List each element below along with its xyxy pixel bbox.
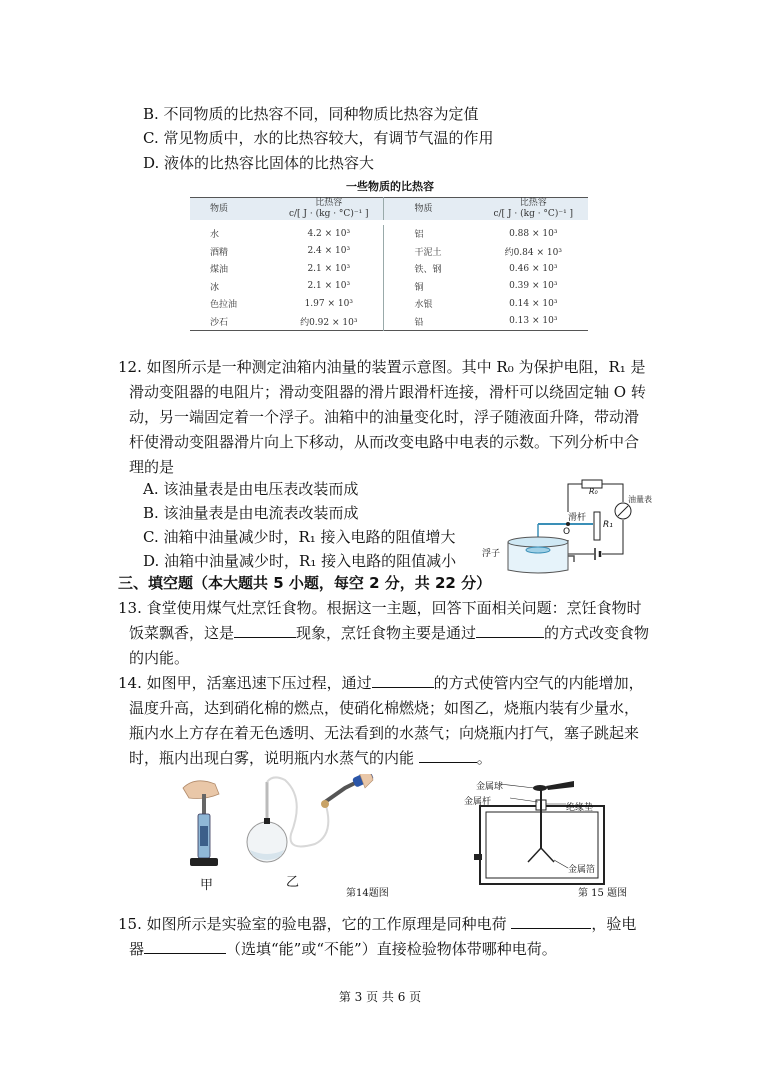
- table-row: [190, 260, 588, 278]
- q14-line1-part2: 的方式使管内空气的内能增加，: [433, 674, 644, 692]
- q15-line2-part1: 器: [129, 940, 145, 958]
- header-substance: 物质: [190, 198, 274, 221]
- label-meter: 油量表: [628, 495, 652, 504]
- table-row: [190, 295, 588, 313]
- specific-heat-table: [190, 197, 588, 331]
- cell-heat-right: 0.14 × 10³: [509, 298, 558, 309]
- cell-substance-left: 酒精: [210, 247, 229, 258]
- q13-line1: 13. 食堂使用煤气灶烹饪食物。根据这一主题，回答下面相关问题：烹饪食物时: [118, 599, 642, 617]
- header-heat-line2: c/[ J · (kg · °C)⁻¹ ]: [288, 209, 369, 219]
- cell-heat-right: 0.13 × 10³: [509, 316, 558, 327]
- q12-option-b: B. 该油量表是由电流表改装而成: [143, 504, 359, 522]
- header-heat-line1: 比热容: [315, 198, 343, 208]
- table-row: [190, 278, 588, 296]
- q14-line4-part1: 时，瓶内出现白雾，说明瓶内水蒸气的内能: [129, 749, 415, 767]
- header-heat-2-line2: c/[ J · (kg · °C)⁻¹ ]: [493, 209, 574, 219]
- table-caption: 一些物质的比热容: [346, 180, 434, 193]
- header-heat-2-line1: 比热容: [519, 198, 547, 208]
- cell-heat-left: 1.97 × 10³: [274, 295, 384, 313]
- q14-line2: 温度升高，达到硝化棉的燃点，使硝化棉燃烧；如图乙，烧瓶内装有少量水，: [129, 699, 640, 717]
- q15-line1-part1: 15. 如图所示是实验室的验电器，它的工作原理是同种电荷: [118, 915, 507, 933]
- label-insulating-pad: 绝缘垫: [566, 803, 594, 813]
- cell-heat-right: 0.88 × 10³: [509, 228, 558, 239]
- table-row: [190, 313, 588, 331]
- label-slider: 滑杆: [568, 513, 587, 523]
- fig14-label-jia: 甲: [200, 878, 214, 893]
- q14-line1: [118, 673, 644, 693]
- metal-foil-left: [528, 848, 541, 862]
- float-shape: [526, 547, 550, 553]
- cell-heat-right: 0.46 × 10³: [509, 263, 558, 274]
- metal-foil-right: [541, 848, 554, 862]
- cell-substance-right: 铝: [414, 230, 424, 241]
- fig15-caption: 第 15 题图: [578, 888, 628, 899]
- cell-substance-left: 沙石: [210, 317, 229, 328]
- electroscope-figure: [470, 778, 630, 886]
- cell-substance-right: 铅: [414, 317, 424, 328]
- label-float: 浮子: [482, 549, 501, 559]
- r1-resistor-shape: [594, 512, 600, 540]
- cell-substance-left: 煤油: [210, 265, 229, 276]
- q14-blank-2[interactable]: [419, 748, 477, 763]
- label-pivot: O: [563, 527, 571, 537]
- label-metal-rod: 金属杆: [464, 797, 492, 807]
- piston-apparatus: [183, 781, 219, 866]
- cell-heat-left: 2.1 × 10³: [274, 278, 384, 296]
- hand-shape: [183, 781, 219, 799]
- fig14-caption: 第14题图: [346, 888, 389, 899]
- cell-substance-left: 色拉油: [210, 300, 238, 311]
- q12-line5: 理的是: [129, 458, 175, 476]
- cell-heat-left: 2.4 × 10³: [274, 243, 384, 261]
- cell-substance-right: 铜: [414, 282, 424, 293]
- label-metal-ball: 金属球: [476, 782, 504, 792]
- label-metal-foil: 金属箔: [568, 865, 596, 875]
- cell-substance-right: 水银: [414, 300, 433, 311]
- pump-apparatus: [321, 774, 374, 808]
- cell-substance-right: 铁、钢: [414, 265, 442, 276]
- header-heat: [274, 198, 384, 221]
- q12-line4: 杆使滑动变阻器滑片向上下移动，从而改变电路中电表的示数。下列分析中合: [129, 433, 640, 451]
- q14-line3: 瓶内水上方存在着无色透明、无法看到的水蒸气；向烧瓶内打气，塞子跳起来: [129, 724, 640, 742]
- cell-heat-right: 约0.84 × 10³: [504, 247, 562, 258]
- q14-line1-part1: 14. 如图甲，活塞迅速下压过程，通过: [118, 674, 372, 692]
- q11-option-c: C. 常见物质中，水的比热容较大，有调节气温的作用: [143, 129, 494, 147]
- q13-line2-part1: 饭菜飘香，这是: [129, 624, 235, 642]
- cell-heat-left: 4.2 × 10³: [274, 225, 384, 243]
- q15-line1-part2: ，验电: [591, 915, 637, 933]
- q15-line1: [118, 914, 636, 934]
- q13-line2-part2: 现象，烹饪食物主要是通过: [296, 624, 477, 642]
- fig14-illustration: [175, 774, 375, 874]
- table-row: [190, 243, 588, 261]
- label-r1: R₁: [603, 520, 613, 530]
- label-r0: R₀: [589, 487, 598, 496]
- q14-line4: [129, 748, 492, 768]
- q15-line2: [129, 939, 557, 959]
- cell-substance-left: 冰: [210, 282, 220, 293]
- q15-line2-part2: （选填“能”或“不能”）直接检验物体带哪种电荷。: [226, 940, 557, 958]
- q13-blank-2[interactable]: [476, 623, 544, 638]
- section-3-heading: 三、填空题（本大题共 5 小题，每空 2 分，共 22 分）: [118, 574, 492, 592]
- q14-blank-1[interactable]: [372, 673, 434, 688]
- flask-apparatus: [247, 777, 328, 862]
- q13-line2: [129, 623, 649, 643]
- q12-option-d: D. 油箱中油量减少时，R₁ 接入电路的阻值减小: [143, 552, 457, 570]
- q14-line4-part2: 。: [476, 749, 492, 767]
- table-row: [190, 225, 588, 243]
- cell-substance-right: 干泥土: [414, 247, 442, 258]
- q12-option-c: C. 油箱中油量减少时，R₁ 接入电路的阻值增大: [143, 528, 456, 546]
- q13-line2-part3: 的方式改变食物: [544, 624, 650, 642]
- cell-heat-right: 0.39 × 10³: [509, 281, 558, 292]
- q12-line3: 动，另一端固定着一个浮子。油箱中的油量变化时，浮子随液面升降，带动滑: [129, 408, 640, 426]
- cell-heat-left: 2.1 × 10³: [274, 260, 384, 278]
- fig14-label-yi: 乙: [286, 875, 300, 890]
- header-substance-2: 物质: [384, 198, 479, 221]
- q12-option-a: A. 该油量表是由电压表改装而成: [143, 480, 359, 498]
- header-heat-2: [479, 198, 588, 221]
- q15-blank-2[interactable]: [144, 939, 226, 954]
- q12-line2: 滑动变阻器的电阻片；滑动变阻器的滑片跟滑杆连接，滑杆可以绕固定轴 O 转: [129, 383, 646, 401]
- q12-line1: 12. 如图所示是一种测定油箱内油量的装置示意图。其中 R₀ 为保护电阻，R₁ 是: [118, 358, 646, 376]
- q15-blank-1[interactable]: [511, 914, 591, 929]
- cell-heat-left: 约0.92 × 10³: [274, 313, 384, 331]
- cell-substance-left: 水: [210, 230, 220, 241]
- q13-line3: 的内能。: [129, 649, 190, 667]
- q13-blank-1[interactable]: [234, 623, 296, 638]
- q11-option-b: B. 不同物质的比热容不同，同种物质比热容为定值: [143, 105, 479, 123]
- q11-option-d: D. 液体的比热容比固体的比热容大: [143, 154, 375, 172]
- page-footer: 第 3 页 共 6 页: [338, 990, 422, 1004]
